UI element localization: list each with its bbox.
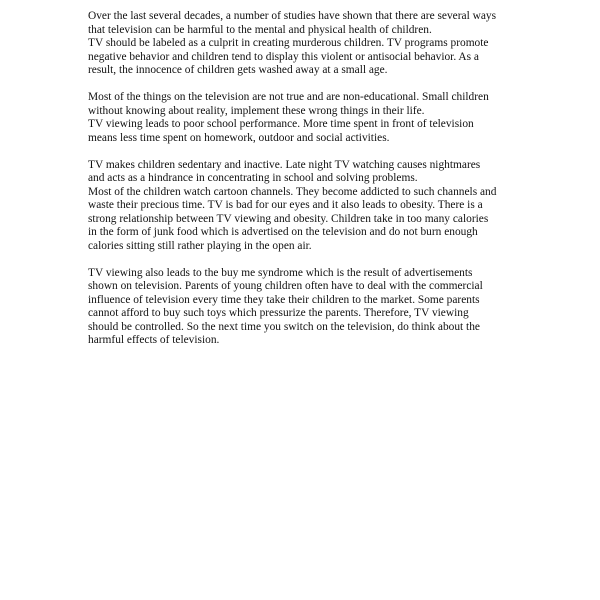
paragraph: [88, 267, 528, 348]
text-line: should be controlled. So the next time you switch on the television, do think about the: [88, 320, 480, 333]
paragraph: [88, 91, 528, 145]
text-line: TV viewing leads to poor school performance. More time spent in front of television: [88, 118, 474, 130]
paragraph: [88, 159, 528, 254]
text-line: influence of television every time they take their children to the market. Some parents: [88, 293, 480, 306]
text-line: and acts as a hindrance in concentrating in school and solving problems.: [88, 172, 418, 184]
text-line: in the form of junk food which is advertised on the television and do not burn enough: [88, 226, 478, 238]
text-line: calories sitting still rather playing in the open air.: [88, 239, 312, 252]
text-line: shown on television. Parents of young children often have to deal with the commercial: [88, 280, 483, 292]
text-line: Most of the things on the television are not true and are non-educational. Small children: [88, 91, 489, 103]
text-line: Over the last several decades, a number of studies have shown that there are several ways: [88, 10, 497, 22]
text-line: result, the innocence of children gets washed away at a small age.: [88, 64, 388, 76]
document-body: [88, 10, 528, 361]
text-line: cannot afford to buy such toys which pressurize the parents. Therefore, TV viewing: [88, 307, 469, 319]
text-line: negative behavior and children tend to display this violent or antisocial behavior. As a: [88, 50, 479, 63]
text-line: TV makes children sedentary and inactive. Late night TV watching causes nightmares: [88, 158, 481, 171]
text-line: TV viewing also leads to the buy me syndrome which is the result of advertisements: [88, 266, 473, 279]
text-line: harmful effects of television.: [88, 334, 220, 346]
text-line: waste their precious time. TV is bad for our eyes and it also leads to obesity. There is a: [88, 199, 483, 211]
text-line: without knowing about reality, implement these wrong things in their life.: [88, 104, 425, 117]
text-line: TV should be labeled as a culprit in creating murderous children. TV programs promote: [88, 37, 489, 49]
text-line: means less time spent on homework, outdoor and social activities.: [88, 131, 390, 144]
paragraph: [88, 10, 528, 78]
text-line: that television can be harmful to the mental and physical health of children.: [88, 23, 432, 36]
text-line: Most of the children watch cartoon channels. They become addicted to such channels and: [88, 185, 497, 198]
text-line: strong relationship between TV viewing and obesity. Children take in too many calories: [88, 212, 489, 225]
